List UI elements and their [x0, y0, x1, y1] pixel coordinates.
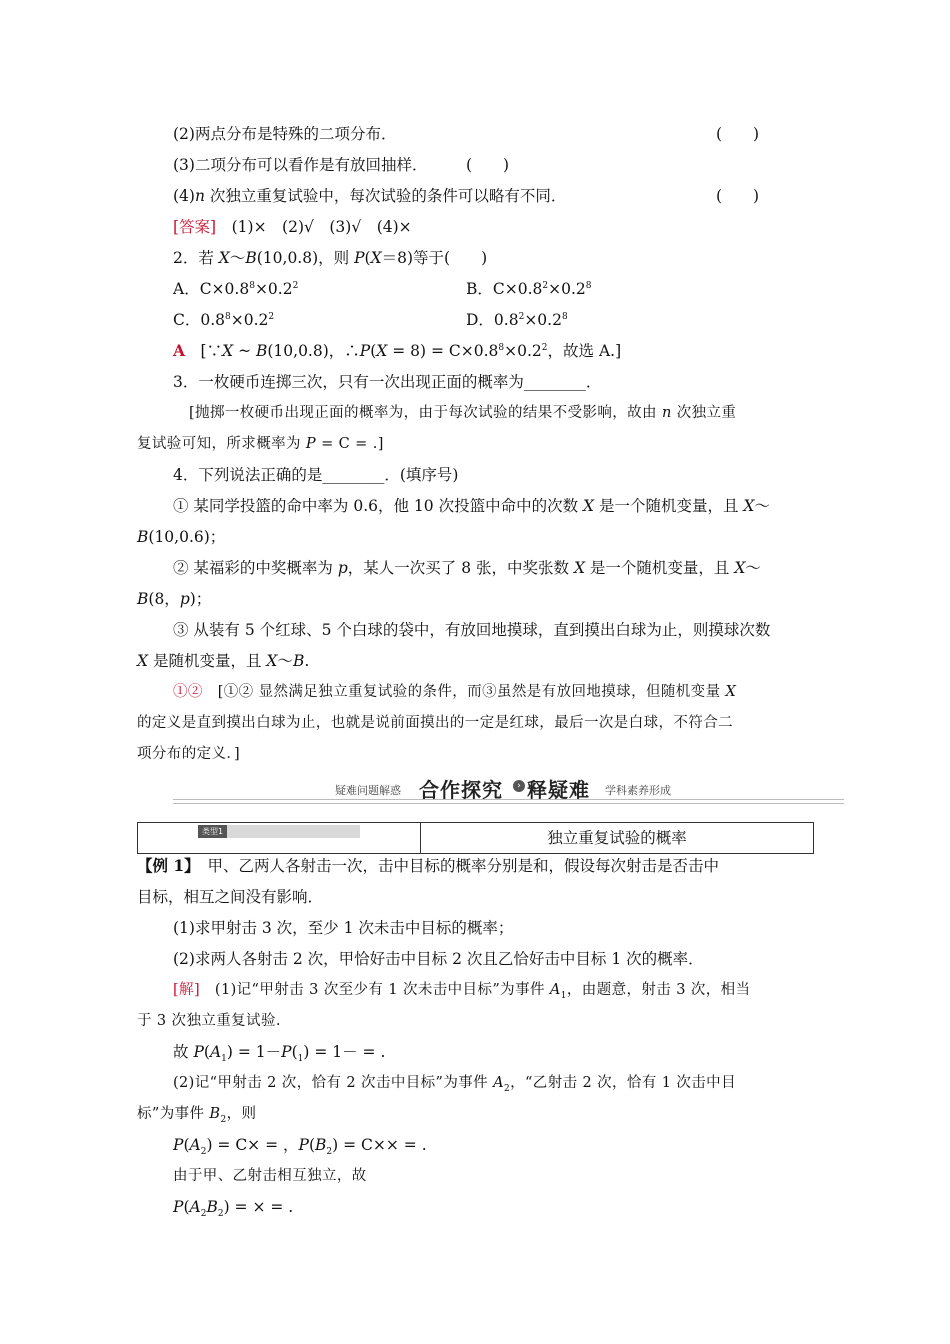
math-var: B	[315, 1136, 327, 1154]
answer-line	[173, 216, 815, 238]
answer-tag: [答案]	[173, 218, 217, 236]
type-tag	[198, 825, 360, 838]
math-var: B	[292, 652, 305, 670]
text: ② 某福彩的中奖概率为	[173, 559, 338, 577]
text: (10,0.6)；	[148, 528, 226, 546]
type-table	[137, 822, 814, 854]
type-tag-cell	[138, 823, 421, 853]
text: ＝8)等于( )	[381, 249, 488, 267]
math-var: p	[337, 559, 348, 577]
exponent: 8	[561, 311, 568, 322]
option-b	[466, 278, 766, 300]
exponent: 8	[225, 311, 231, 322]
text: 4．下列说法正确的是________．(填序号)	[173, 466, 459, 484]
text: 3．一枚硬币连掷三次，只有一次出现正面的概率为________．	[173, 373, 602, 391]
text: ×0.2	[230, 311, 269, 329]
statement-1-line-2	[137, 526, 815, 548]
math-var: P	[281, 1043, 292, 1061]
statement-1-line-1	[173, 495, 815, 517]
text: ) = C× = ，	[206, 1136, 299, 1154]
math-var: P	[173, 1136, 184, 1154]
solution-tag: [解]	[173, 982, 201, 998]
text: ，则	[226, 1106, 257, 1122]
solution-4-line-1	[173, 681, 815, 703]
math-var: n	[194, 187, 205, 205]
math-var: B	[209, 1106, 221, 1122]
math-var: X	[725, 684, 737, 700]
text: (	[308, 1136, 316, 1154]
text: ，由题意，射击 3 次，相当	[566, 982, 751, 998]
math-var: X	[573, 559, 585, 577]
math-var: A	[189, 1198, 201, 1216]
math-var: X	[743, 497, 755, 515]
math-var: P	[359, 342, 371, 360]
exponent: 2	[292, 280, 299, 291]
math-var: B	[137, 528, 149, 546]
example-1-line-2	[137, 886, 815, 908]
example-1-question-2	[173, 948, 815, 970]
text: ～	[745, 559, 761, 577]
text: ) = × = .	[223, 1198, 294, 1216]
solution-4-line-3	[137, 743, 815, 765]
text: ×0.2	[504, 342, 542, 360]
text: 项分布的定义．]	[137, 746, 241, 762]
solution-tag: A	[173, 341, 186, 360]
text: (	[203, 1043, 210, 1061]
solution-line-6	[173, 1134, 815, 1156]
statement-3-line-1	[173, 619, 815, 641]
math-var: B	[245, 249, 257, 267]
text: ～	[754, 497, 770, 515]
text: [抛掷一枚硬币出现正面的概率为，由于每次试验的结果不受影响，故由	[189, 405, 662, 421]
math-var: n	[661, 405, 672, 421]
statement-2-line-1	[173, 557, 815, 579]
solution-line-5	[137, 1103, 815, 1125]
text: (2)记“甲射击 2 次，恰有 2 次击中目标”为事件	[173, 1075, 494, 1091]
solution-line-7	[173, 1165, 815, 1187]
arrow-circle-icon: ›	[513, 780, 525, 792]
text: (10,0.8)，∴	[267, 342, 360, 360]
text: 的定义是直到摸出白球为止，也就是说前面摸出的一定是红球，最后一次是白球，不符合二	[137, 715, 733, 731]
subscript: 2	[326, 1147, 333, 1158]
solution-2	[173, 340, 815, 362]
answer-bracket: ( )	[716, 125, 760, 143]
text: (	[183, 1136, 190, 1154]
question-3	[173, 371, 815, 393]
item-number: (4)	[173, 187, 195, 205]
text: [∵	[185, 342, 223, 360]
text: (1)记“甲射击 3 次至少有 1 次未击中目标”为事件	[200, 982, 550, 998]
question-4	[173, 464, 815, 486]
math-var: X	[376, 342, 388, 360]
text: 甲、乙两人各射击一次，击中目标的概率分别是和，假设每次射击是否击中	[191, 857, 719, 875]
question-2	[173, 247, 815, 269]
text: (	[370, 342, 377, 360]
text: B．C×0.8	[466, 280, 543, 298]
text: (10,0.8)，则	[256, 249, 355, 267]
option-a	[173, 278, 453, 300]
example-1-line-1	[137, 855, 815, 877]
option-d	[466, 309, 766, 331]
text: = C = .]	[316, 436, 384, 452]
math-var: A	[209, 1043, 222, 1061]
math-var: P	[173, 1198, 184, 1216]
math-var: P	[354, 249, 365, 267]
math-var: X	[218, 249, 230, 267]
exponent: 2	[541, 342, 548, 353]
text: ) = C×× = .	[332, 1136, 427, 1154]
math-var: B	[137, 590, 149, 608]
text: 目标，相互之间没有影响．	[137, 888, 324, 906]
solution-line-8	[173, 1196, 815, 1218]
exponent: 2	[518, 311, 525, 322]
solution-line-1	[173, 979, 815, 1001]
text: ×0.2	[254, 280, 293, 298]
statement-3-line-2	[137, 650, 815, 672]
math-var: A	[493, 1075, 504, 1091]
text: ～	[229, 249, 246, 267]
solution-line-2	[137, 1010, 815, 1032]
solution-tag: ①②	[173, 684, 203, 700]
banner-right-text: 学科素养形成	[605, 784, 671, 797]
text: (	[183, 1198, 190, 1216]
item-text: (2)两点分布是特殊的二项分布．	[173, 125, 397, 143]
text: ，某人一次买了 8 张，中奖张数	[347, 559, 574, 577]
text: 由于甲、乙射击相互独立，故	[173, 1168, 367, 1184]
text: 2．若	[173, 249, 219, 267]
text: 是一个随机变量，且	[594, 497, 744, 515]
text: 标”为事件	[137, 1106, 210, 1122]
subscript: 1	[297, 1054, 304, 1065]
item-text: 次独立重复试验中，每次试验的条件可以略有不同．	[204, 187, 567, 205]
text: ~	[233, 342, 256, 360]
solution-3-line-1	[189, 402, 815, 424]
section-banner	[173, 772, 844, 804]
math-var: X	[137, 652, 149, 670]
type-tag-label: 类型1	[198, 825, 227, 838]
option-c	[173, 309, 453, 331]
math-var: X	[370, 249, 382, 267]
math-var: p	[179, 590, 190, 608]
text: ×0.2	[524, 311, 562, 329]
subscript: 2	[220, 1114, 227, 1125]
math-var: X	[266, 652, 278, 670]
text: 于 3 次独立重复试验.	[137, 1013, 281, 1029]
exponent: 2	[542, 280, 549, 291]
text: ×0.2	[548, 280, 586, 298]
text: (	[291, 1043, 298, 1061]
subscript: 2	[200, 1147, 207, 1158]
example-tag: 【例 1】	[137, 856, 192, 875]
math-var: P	[298, 1136, 309, 1154]
math-var: P	[305, 436, 317, 452]
text: A．C×0.8	[173, 280, 250, 298]
text: 是随机变量，且	[148, 652, 267, 670]
subscript: 2	[503, 1083, 511, 1094]
subscript: 2	[200, 1209, 207, 1220]
math-var: X	[734, 559, 746, 577]
math-var: A	[189, 1136, 201, 1154]
exponent: 8	[585, 280, 592, 291]
text: ) = 1－ = .	[303, 1043, 386, 1061]
math-var: A	[549, 982, 561, 998]
text: 次独立重	[671, 405, 737, 421]
text: (	[364, 249, 371, 267]
text: (8，	[148, 590, 180, 608]
text: D．0.8	[466, 311, 519, 329]
math-var: X	[583, 497, 595, 515]
banner-left-text: 疑难问题解惑	[335, 784, 401, 797]
exponent: 8	[498, 342, 505, 353]
solution-line-3	[173, 1041, 815, 1063]
answer-text: (1)× (2)√ (3)√ (4)×	[216, 218, 412, 236]
solution-3-line-2	[137, 433, 815, 455]
math-var: X	[222, 342, 234, 360]
item-text: (3)二项分布可以看作是有放回抽样．	[173, 156, 428, 174]
subscript: 1	[560, 990, 567, 1001]
subscript: 1	[221, 1054, 227, 1065]
text: ③ 从装有 5 个红球、5 个白球的袋中，有放回地摸球，直到摸出白球为止，则摸球次数	[173, 621, 771, 639]
type-title: 独立重复试验的概率	[547, 829, 687, 847]
text: = 8) = C×0.8	[387, 342, 499, 360]
answer-bracket: ( )	[716, 187, 760, 205]
text: (2)求两人各射击 2 次，甲恰好击中目标 2 次且乙恰好击中目标 1 次的概率．	[173, 950, 704, 968]
text: 是一个随机变量，且	[585, 559, 735, 577]
text: )；	[189, 590, 212, 608]
statement-2-line-2	[137, 588, 815, 610]
solution-4-line-2	[137, 712, 815, 734]
text: [①② 显然满足独立重复试验的条件，而③虽然是有放回地摸球，但随机变量	[202, 684, 726, 700]
banner-title-part-2: 释疑难	[527, 778, 590, 802]
text: ，故选 A.]	[547, 342, 622, 360]
exponent: 8	[249, 280, 255, 291]
text: 故	[173, 1043, 194, 1061]
banner-title-part-1: 合作探究	[419, 778, 503, 802]
banner-rule	[173, 799, 844, 804]
text: C．0.8	[173, 311, 226, 329]
text: ～	[277, 652, 293, 670]
text: .	[304, 652, 310, 670]
subscript: 2	[217, 1209, 224, 1220]
exponent: 2	[268, 311, 275, 322]
text: ① 某同学投篮的命中率为 0.6，他 10 次投篮中命中的次数	[173, 497, 584, 515]
math-var: B	[255, 342, 268, 360]
math-var: P	[193, 1043, 204, 1061]
text: 复试验可知，所求概率为	[137, 436, 306, 452]
math-var: B	[206, 1198, 218, 1216]
answer-bracket: ( )	[466, 156, 510, 174]
solution-line-4	[173, 1072, 815, 1094]
text: (1)求甲射击 3 次，至少 1 次未击中目标的概率；	[173, 919, 514, 937]
text: ) = 1－	[226, 1043, 282, 1061]
text: ，“乙射击 2 次，恰有 1 次击中目	[510, 1075, 736, 1091]
example-1-question-1	[173, 917, 815, 939]
